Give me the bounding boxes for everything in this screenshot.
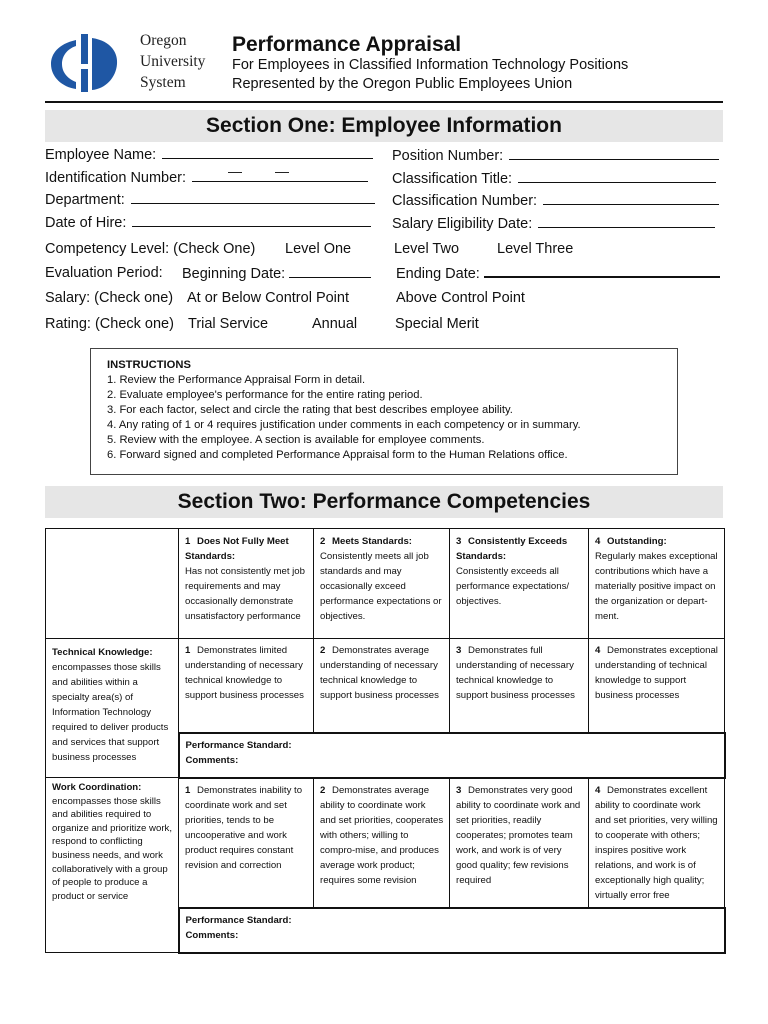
level-three-option[interactable]: Level Three	[497, 241, 574, 257]
level-description: Demonstrates average understanding of necessary technical knowledge to support business processes	[320, 645, 439, 701]
employee-name-field[interactable]	[45, 146, 373, 163]
competency-table	[45, 528, 726, 954]
instructions-heading: INSTRUCTIONS	[107, 359, 191, 371]
instruction-item: 1. Review the Performance Appraisal Form in detail.	[107, 374, 366, 386]
field-label: Salary Eligibility Date:	[392, 216, 533, 232]
rating-number: 3	[456, 536, 462, 547]
document-subtitle: Represented by the Oregon Public Employees Union	[232, 76, 573, 92]
rating-header-2	[314, 529, 450, 639]
competency-description: encompasses those skills and abilities required to organize and prioritize work, respond to conflicting business needs, and work collaboratively with a group of people to produce a product or service	[52, 795, 172, 902]
level-description: Demonstrates very good ability to coordinate work and set priorities, readily cooperates; promotes team work, and work is of very good quality; few revisions required	[456, 784, 581, 886]
rating-title: Outstanding:	[607, 536, 667, 547]
level-number: 4	[595, 645, 601, 656]
level-description: Demonstrates average ability to coordinate work and set priorities, cooperates with others; willing to compro-mise, and produces average work product; requires some revision	[320, 784, 444, 886]
level-description: Demonstrates limited understanding of necessary technical knowledge to support business processes	[185, 645, 304, 701]
fill-line[interactable]	[131, 191, 375, 204]
instruction-item: 4. Any rating of 1 or 4 requires justification under comments in each competency or in summary.	[107, 419, 581, 431]
field-label: Beginning Date:	[182, 266, 286, 282]
performance-standard-label: Performance Standard:	[185, 739, 292, 751]
level-number: 1	[185, 645, 191, 656]
level-number: 3	[456, 645, 462, 656]
competency-level-label: Competency Level: (Check One)	[45, 241, 256, 257]
fill-line[interactable]	[162, 146, 373, 159]
classification-title-field[interactable]	[392, 170, 716, 187]
rating-number: 2	[320, 536, 326, 547]
level-cell[interactable]	[179, 639, 314, 733]
instruction-item: 5. Review with the employee. A section is available for employee comments.	[107, 434, 485, 446]
competency-description: encompasses those skills and abilities within a specialty area(s) of Information Technology required to deliver products and services that support business processes	[52, 662, 169, 763]
fill-line[interactable]	[543, 192, 719, 205]
id-separator: —	[228, 163, 243, 179]
level-two-option[interactable]: Level Two	[394, 241, 460, 257]
fill-line[interactable]	[509, 147, 719, 160]
level-number: 4	[595, 784, 601, 796]
fill-line[interactable]	[484, 265, 720, 278]
fill-line[interactable]	[132, 214, 371, 227]
position-number-field[interactable]	[392, 147, 719, 164]
fill-line[interactable]	[518, 170, 716, 183]
level-number: 1	[185, 784, 191, 796]
department-field[interactable]	[45, 191, 375, 208]
competency-name: Work Coordination:	[52, 782, 142, 793]
level-number: 2	[320, 784, 326, 796]
blank-cell	[46, 529, 179, 639]
rating-description: Consistently meets all job standards and may occasionally exceed performance expectations or objectives.	[320, 551, 442, 622]
ending-date-field[interactable]	[396, 265, 720, 282]
trial-service-option[interactable]: Trial Service	[188, 316, 269, 332]
rating-description: Consistently exceeds all performance expectations/ objectives.	[456, 566, 570, 607]
competency-row-technical	[46, 639, 725, 733]
level-cell[interactable]	[314, 639, 450, 733]
document-subtitle: For Employees in Classified Information Technology Positions	[232, 57, 629, 73]
rating-number: 1	[185, 536, 191, 547]
rating-title: Does Not Fully Meet Standards:	[185, 536, 289, 562]
rating-number: 4	[595, 536, 601, 547]
competency-name: Technical Knowledge:	[52, 647, 153, 658]
field-label: Classification Title:	[392, 171, 513, 187]
beginning-date-field[interactable]	[182, 265, 371, 282]
rating-description: Has not consistently met job requirements and may occasionally demonstrate unsatisfactory performance	[185, 566, 305, 622]
rating-header-4	[589, 529, 725, 639]
level-number: 2	[320, 645, 326, 656]
fill-line[interactable]	[289, 265, 371, 278]
competency-row-work-coordination	[46, 778, 725, 908]
salary-label: Salary: (Check one)	[45, 290, 174, 306]
competency-name-cell	[46, 778, 179, 953]
document-title: Performance Appraisal	[232, 33, 462, 56]
id-number-field[interactable]	[45, 163, 368, 186]
field-label: Date of Hire:	[45, 215, 127, 231]
field-label: Identification Number:	[45, 170, 187, 186]
level-number: 3	[456, 784, 462, 796]
fill-line[interactable]	[192, 163, 368, 182]
competency-name-cell	[46, 639, 179, 778]
level-cell[interactable]	[179, 778, 314, 908]
rating-label: Rating: (Check one)	[45, 316, 174, 332]
org-line: Oregon	[140, 32, 187, 49]
rating-header-row	[46, 529, 725, 639]
rating-description: Regularly makes exceptional contributions which have a materially positive impact on the organization or depart-ment.	[595, 551, 718, 622]
field-label: Classification Number:	[392, 193, 538, 209]
date-of-hire-field[interactable]	[45, 214, 371, 231]
org-line: University	[140, 53, 206, 70]
evaluation-period-label: Evaluation Period:	[45, 265, 163, 281]
above-control-option[interactable]: Above Control Point	[396, 290, 525, 306]
at-or-below-option[interactable]: At or Below Control Point	[187, 290, 349, 306]
section-one-title: Section One: Employee Information	[45, 110, 723, 142]
section-two-title: Section Two: Performance Competencies	[45, 486, 723, 518]
classification-number-field[interactable]	[392, 192, 719, 209]
comments-cell[interactable]	[179, 733, 725, 778]
field-label: Employee Name:	[45, 147, 157, 163]
comments-label: Comments:	[185, 929, 239, 941]
id-separator: —	[275, 163, 290, 179]
org-name	[140, 30, 205, 93]
rating-title: Consistently Exceeds Standards:	[456, 536, 568, 562]
salary-eligibility-field[interactable]	[392, 215, 715, 232]
org-line: System	[140, 74, 186, 91]
level-cell[interactable]	[589, 639, 725, 733]
header-divider	[45, 101, 723, 103]
instructions-box	[90, 348, 678, 475]
field-label: Department:	[45, 192, 125, 208]
rating-header-1	[179, 529, 314, 639]
instruction-item: 2. Evaluate employee's performance for the entire rating period.	[107, 389, 423, 401]
special-merit-option[interactable]: Special Merit	[395, 316, 479, 332]
rating-title: Meets Standards:	[332, 536, 412, 547]
instruction-item: 3. For each factor, select and circle the rating that best describes employee ability.	[107, 404, 513, 416]
field-label: Position Number:	[392, 148, 504, 164]
level-description: Demonstrates excellent ability to coordinate work and set priorities, very willing to cooperate with others; inspires positive work relations, and work is of exceptionally high quality; virtually error free	[595, 784, 718, 901]
rating-header-3	[450, 529, 589, 639]
level-one-option[interactable]: Level One	[285, 241, 352, 257]
instruction-item: 6. Forward signed and completed Performance Appraisal form to the Human Relations office.	[107, 449, 568, 461]
fill-line[interactable]	[538, 215, 715, 228]
level-description: Demonstrates inability to coordinate work and set priorities, tends to be uncooperative and work product requires constant revision and correction	[185, 784, 303, 871]
level-cell[interactable]	[450, 639, 589, 733]
level-cell[interactable]	[450, 778, 589, 908]
level-cell[interactable]	[589, 778, 725, 908]
comments-cell[interactable]	[179, 908, 725, 953]
performance-standard-label: Performance Standard:	[185, 914, 292, 926]
annual-option[interactable]: Annual	[312, 316, 358, 332]
level-description: Demonstrates exceptional understanding of technical knowledge to support business processes	[595, 645, 718, 701]
level-cell[interactable]	[314, 778, 450, 908]
level-description: Demonstrates full understanding of necessary technical knowledge to support business processes	[456, 645, 575, 701]
field-label: Ending Date:	[396, 266, 480, 282]
comments-label: Comments:	[185, 754, 239, 766]
university-logo	[48, 32, 120, 94]
